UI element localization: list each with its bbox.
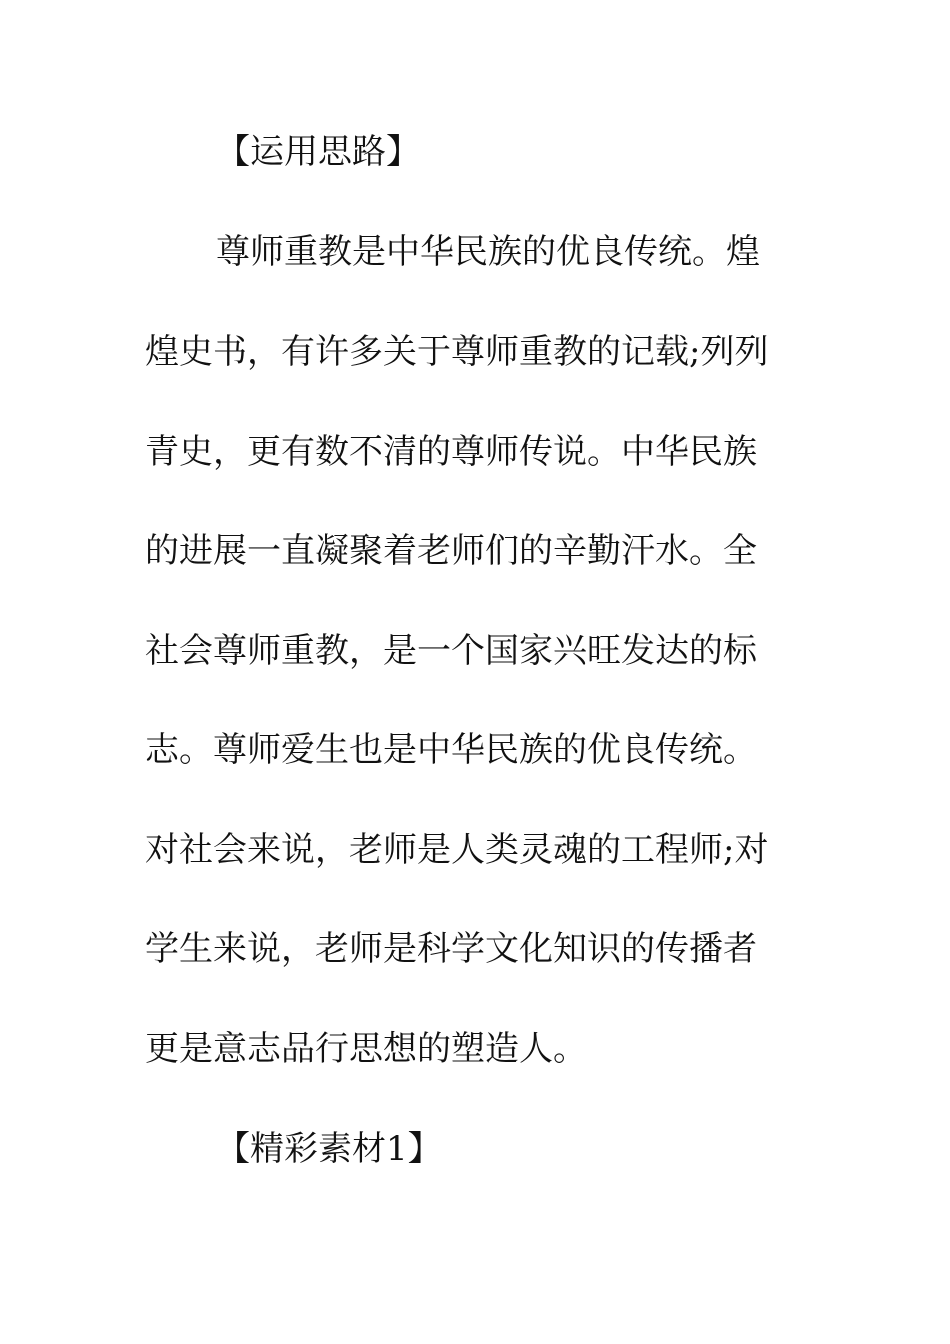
- paragraph-line: 更是意志品行思想的塑造人。: [145, 1029, 587, 1069]
- paragraph-line: 学生来说，老师是科学文化知识的传播者: [145, 929, 757, 969]
- paragraph-line: 志。尊师爱生也是中华民族的优良传统。: [145, 730, 757, 770]
- paragraph-line: 煌史书，有许多关于尊师重教的记载;列列: [145, 332, 769, 372]
- paragraph-line: 尊师重教是中华民族的优良传统。煌: [216, 232, 760, 272]
- paragraph-line: 社会尊师重教，是一个国家兴旺发达的标: [145, 631, 757, 671]
- section-heading-material: 【精彩素材1】: [216, 1129, 442, 1169]
- paragraph-line: 青史，更有数不清的尊师传说。中华民族: [145, 432, 757, 472]
- section-heading-approach: 【运用思路】: [216, 132, 420, 172]
- paragraph-line: 对社会来说，老师是人类灵魂的工程师;对: [145, 830, 769, 870]
- paragraph-line: 的进展一直凝聚着老师们的辛勤汗水。全: [145, 531, 757, 571]
